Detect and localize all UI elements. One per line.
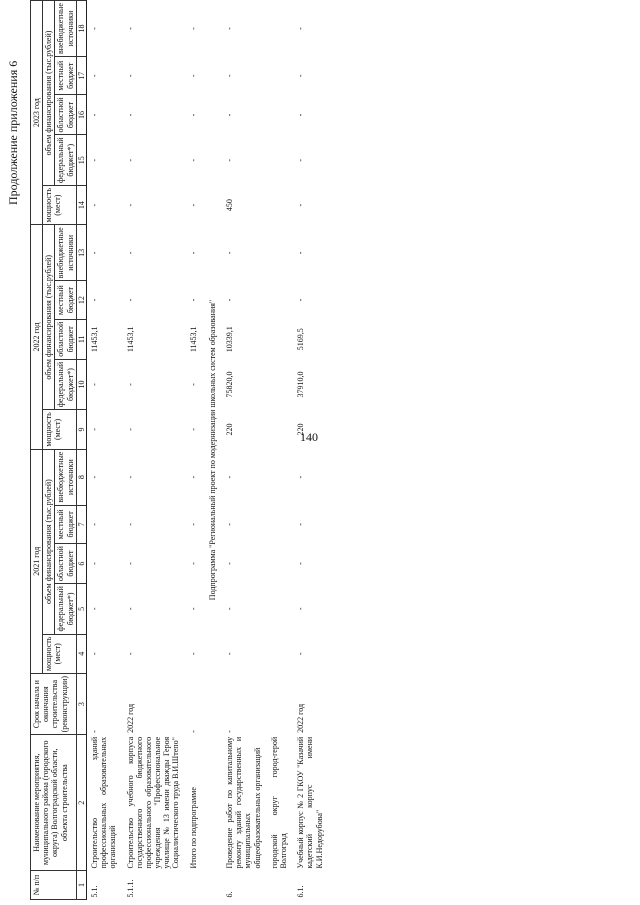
column-number: 1 bbox=[76, 871, 86, 900]
row-number-cell: 6.1. bbox=[296, 885, 306, 898]
financing-table bbox=[30, 0, 329, 900]
row-value-cell: - bbox=[89, 203, 99, 207]
table-row bbox=[222, 1, 267, 900]
row-value-cell: - bbox=[125, 158, 135, 162]
row-value-cell: - bbox=[188, 158, 198, 162]
row-value-cell: - bbox=[125, 27, 135, 30]
row-number-cell: 6. bbox=[225, 891, 234, 898]
row-period-cell: - bbox=[188, 730, 198, 733]
row-value-cell: - bbox=[125, 562, 135, 565]
row-value-cell: - bbox=[89, 475, 99, 479]
row-value-cell bbox=[267, 505, 293, 543]
row-value-cell: - bbox=[188, 298, 198, 302]
row-name-cell: Итого по подпрограмме bbox=[188, 787, 198, 869]
row-value-cell: - bbox=[125, 652, 135, 656]
row-value-cell bbox=[267, 544, 293, 584]
subprogram-title: Подпрограмма "Региональный проект по модернизации школьных систем образования" bbox=[207, 299, 217, 601]
row-value-cell bbox=[267, 225, 293, 281]
row-value-cell: - bbox=[225, 113, 234, 117]
row-value-cell bbox=[267, 281, 293, 319]
row-value-cell: - bbox=[225, 607, 234, 611]
row-value-cell: - bbox=[225, 298, 234, 302]
row-value-cell: - bbox=[296, 562, 306, 565]
column-number: 3 bbox=[76, 673, 86, 734]
column-number: 11 bbox=[76, 319, 86, 359]
header-period: Срок начала и окончания строительства (реконструкции) bbox=[31, 673, 77, 734]
header-extra-2021: внебюджетные источники bbox=[55, 449, 76, 505]
header-federal-2021: федеральный бюджет*) bbox=[55, 584, 76, 634]
header-regional-2021: областной бюджет bbox=[55, 544, 76, 584]
row-value-cell: - bbox=[125, 523, 135, 526]
column-number: 8 bbox=[76, 449, 86, 505]
table-row bbox=[123, 1, 186, 900]
row-value-cell: - bbox=[89, 607, 99, 611]
column-number: 17 bbox=[76, 57, 86, 95]
row-value-cell: - bbox=[188, 383, 198, 386]
row-value-cell: - bbox=[89, 251, 99, 255]
row-value-cell bbox=[267, 410, 293, 449]
row-name-cell: Проведение работ по капитальному ремонту зданий государственных и муниципальных общеобразовательных организаций bbox=[225, 736, 262, 869]
column-number: 13 bbox=[76, 225, 86, 281]
row-number-cell: 5.1. bbox=[89, 885, 99, 898]
row-value-cell: - bbox=[296, 113, 306, 117]
table-row bbox=[86, 1, 122, 900]
row-value-cell bbox=[267, 319, 293, 359]
row-number-cell: 5.1.1. bbox=[125, 879, 135, 898]
row-value-cell: - bbox=[188, 475, 198, 479]
row-value-cell bbox=[267, 135, 293, 185]
row-value-cell: - bbox=[188, 113, 198, 117]
row-value-cell: - bbox=[89, 74, 99, 78]
header-local-2021: местный бюджет bbox=[55, 505, 76, 543]
row-value-cell: - bbox=[89, 383, 99, 386]
row-value-cell: 11453,1 bbox=[89, 326, 99, 353]
row-value-cell bbox=[267, 634, 293, 673]
continuation-label: Продолжение приложения 6 bbox=[6, 60, 20, 205]
row-value-cell: - bbox=[188, 27, 198, 30]
column-number: 2 bbox=[76, 735, 86, 871]
row-period-cell: 2022 год bbox=[125, 703, 135, 733]
row-value-cell: - bbox=[296, 475, 306, 479]
row-value-cell bbox=[267, 95, 293, 135]
row-value-cell: - bbox=[296, 298, 306, 302]
row-value-cell: - bbox=[125, 383, 135, 386]
row-value-cell: - bbox=[188, 652, 198, 656]
row-value-cell: 75820,0 bbox=[225, 371, 234, 398]
row-value-cell: - bbox=[296, 158, 306, 162]
row-value-cell: - bbox=[89, 298, 99, 302]
row-value-cell: - bbox=[125, 203, 135, 207]
row-value-cell bbox=[267, 449, 293, 505]
row-value-cell: 220 bbox=[296, 423, 306, 436]
column-number: 12 bbox=[76, 281, 86, 319]
header-regional-2023: областной бюджет bbox=[55, 95, 76, 135]
row-value-cell: 11453,1 bbox=[125, 326, 135, 353]
row-value-cell bbox=[267, 185, 293, 224]
row-value-cell: - bbox=[89, 428, 99, 431]
header-year-2023: 2023 год bbox=[31, 1, 43, 225]
header-year-2021: 2021 год bbox=[31, 449, 43, 673]
row-value-cell bbox=[267, 359, 293, 409]
header-funding-2022: объем финансирования (тыс.рублей) bbox=[43, 225, 55, 410]
row-value-cell: - bbox=[89, 27, 99, 30]
row-value-cell: - bbox=[125, 428, 135, 431]
row-value-cell: - bbox=[89, 113, 99, 117]
row-number-cell bbox=[186, 871, 203, 900]
column-number: 18 bbox=[76, 1, 86, 57]
header-local-2022: местный бюджет bbox=[55, 281, 76, 319]
column-number: 16 bbox=[76, 95, 86, 135]
row-value-cell: - bbox=[296, 74, 306, 78]
header-extra-2023: внебюджетные источники bbox=[55, 1, 76, 57]
header-name: Наименование мероприятия, муниципального района (городского округа) Волгоградской области, объекта строительства bbox=[31, 735, 77, 871]
column-number: 9 bbox=[76, 410, 86, 449]
row-value-cell: 10339,1 bbox=[225, 326, 234, 353]
row-value-cell: - bbox=[125, 251, 135, 255]
column-number: 6 bbox=[76, 544, 86, 584]
row-value-cell: 450 bbox=[225, 199, 234, 212]
header-capacity-2022: мощность (мест) bbox=[43, 410, 77, 449]
row-value-cell: - bbox=[125, 475, 135, 479]
row-value-cell: - bbox=[296, 27, 306, 30]
row-value-cell: - bbox=[225, 523, 234, 526]
row-name-cell: Учебный корпус № 2 ГКОУ "Казачий кадетский корпус имени К.И.Недорубова" bbox=[296, 736, 324, 869]
row-value-cell: - bbox=[89, 158, 99, 162]
row-value-cell: - bbox=[125, 298, 135, 302]
row-value-cell: - bbox=[296, 523, 306, 526]
column-number: 4 bbox=[76, 634, 86, 673]
row-period-cell: - bbox=[89, 730, 99, 733]
row-value-cell bbox=[267, 57, 293, 95]
row-value-cell: - bbox=[125, 607, 135, 611]
row-value-cell: 5169,5 bbox=[296, 328, 306, 351]
header-funding-2021: объем финансирования (тыс.рублей) bbox=[43, 449, 55, 634]
table-body bbox=[86, 1, 328, 900]
row-value-cell: - bbox=[125, 74, 135, 78]
header-no: № п/п bbox=[31, 871, 77, 900]
row-value-cell bbox=[267, 1, 293, 57]
row-value-cell: - bbox=[296, 203, 306, 207]
row-value-cell: - bbox=[225, 251, 234, 255]
row-value-cell: - bbox=[225, 74, 234, 78]
row-value-cell: - bbox=[296, 652, 306, 656]
table-row bbox=[186, 1, 203, 900]
row-value-cell: - bbox=[188, 523, 198, 526]
row-name-cell: Строительство зданий профессиональных образовательных организаций bbox=[89, 736, 118, 869]
row-name-cell: городской округ город-герой Волгоград bbox=[269, 736, 288, 869]
row-value-cell bbox=[267, 584, 293, 634]
column-number: 14 bbox=[76, 185, 86, 224]
header-federal-2022: федеральный бюджет*) bbox=[55, 359, 76, 409]
row-value-cell: 220 bbox=[225, 423, 234, 436]
row-value-cell: - bbox=[296, 607, 306, 611]
row-value-cell: - bbox=[188, 203, 198, 207]
header-extra-2022: внебюджетные источники bbox=[55, 225, 76, 281]
row-value-cell: 11453,1 bbox=[188, 326, 198, 353]
row-value-cell: - bbox=[188, 562, 198, 565]
column-number: 10 bbox=[76, 359, 86, 409]
table-row bbox=[267, 1, 293, 900]
header-year-2022: 2022 год bbox=[31, 225, 43, 449]
row-period-cell: - bbox=[225, 730, 234, 733]
row-value-cell: - bbox=[89, 652, 99, 656]
row-value-cell: - bbox=[89, 562, 99, 565]
header-federal-2023: федеральный бюджет*) bbox=[55, 135, 76, 185]
column-number: 5 bbox=[76, 584, 86, 634]
row-value-cell: - bbox=[89, 523, 99, 526]
row-value-cell: - bbox=[125, 113, 135, 117]
column-number-row bbox=[76, 1, 86, 900]
header-local-2023: местный бюджет bbox=[55, 57, 76, 95]
header-capacity-2023: мощность (мест) bbox=[43, 185, 77, 224]
row-period-cell bbox=[267, 673, 293, 734]
header-regional-2022: областной бюджет bbox=[55, 319, 76, 359]
table-row bbox=[203, 1, 222, 900]
row-value-cell: - bbox=[296, 251, 306, 255]
row-name-cell: Строительство учебного корпуса государственного бюджетного профессионального образовательного учреждения "Профессиональное училище № 13 имени дважды Героя Социалистического труда В.И.Штепо" bbox=[125, 736, 181, 869]
row-value-cell: - bbox=[188, 607, 198, 611]
row-value-cell: - bbox=[225, 562, 234, 565]
row-value-cell: 37910,0 bbox=[296, 371, 306, 398]
row-value-cell: - bbox=[225, 475, 234, 479]
column-number: 7 bbox=[76, 505, 86, 543]
row-period-cell: 2022 год bbox=[296, 703, 306, 733]
row-value-cell: - bbox=[225, 652, 234, 656]
page-number: 140 bbox=[300, 430, 318, 444]
row-value-cell: - bbox=[188, 74, 198, 78]
row-value-cell: - bbox=[188, 251, 198, 255]
row-value-cell: - bbox=[225, 27, 234, 30]
header-funding-2023: объем финансирования (тыс.рублей) bbox=[43, 1, 55, 186]
column-number: 15 bbox=[76, 135, 86, 185]
row-value-cell: - bbox=[188, 428, 198, 431]
table-row bbox=[293, 1, 329, 900]
row-number-cell bbox=[267, 871, 293, 900]
row-value-cell: - bbox=[225, 158, 234, 162]
header-capacity-2021: мощность (мест) bbox=[43, 634, 77, 673]
